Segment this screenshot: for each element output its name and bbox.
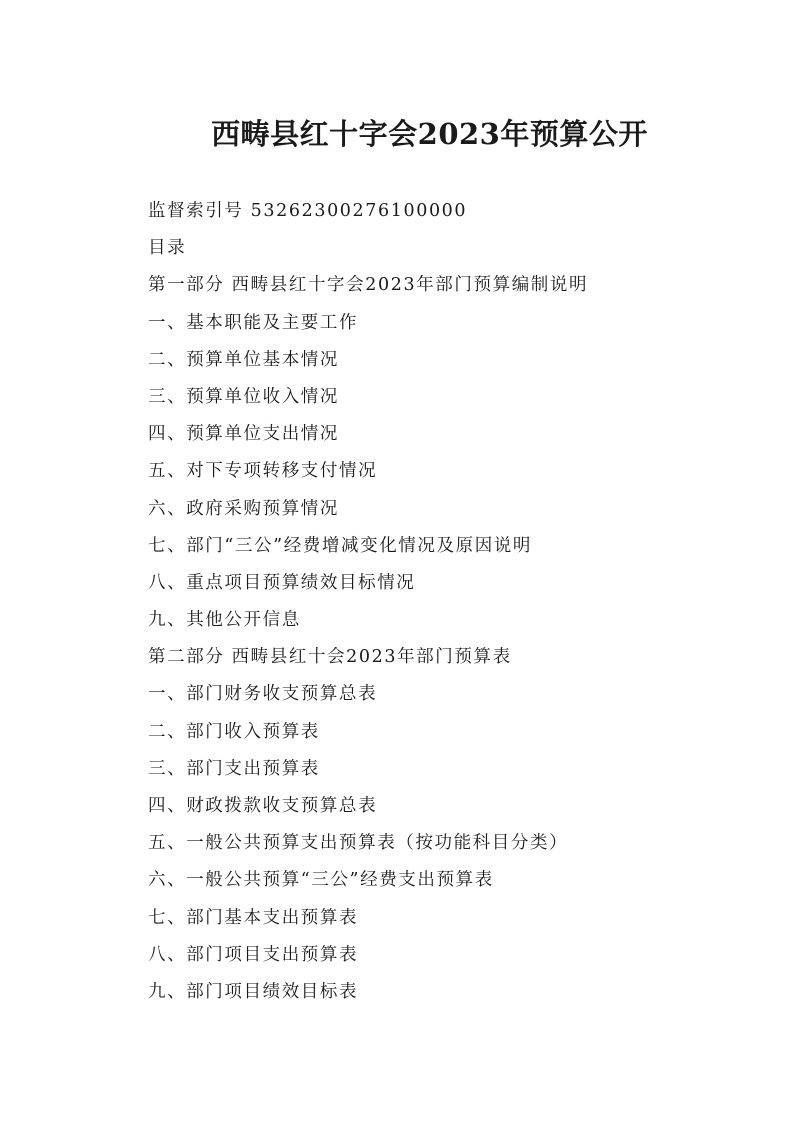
toc-item: 三、部门支出预算表 [148,758,320,779]
toc-item: 九、其他公开信息 [148,610,301,631]
toc-item: 七、部门“三公”经费增减变化情况及原因说明 [148,535,532,556]
toc-item: 二、预算单位基本情况 [148,349,339,370]
toc-item: 四、财政拨款收支预算总表 [148,796,378,816]
toc-item: 二、部门收入预算表 [148,721,320,742]
toc-item: 一、基本职能及主要工作 [148,312,359,333]
toc-item: 五、一般公共预算支出预算表（按功能科目分类） [148,833,569,854]
index-number: 监督索引号 53262300276100000 [148,201,468,221]
table-of-contents [148,193,748,1011]
toc-item: 八、重点项目预算绩效目标情况 [148,572,416,593]
toc-label: 目录 [148,238,187,259]
toc-item: 六、一般公共预算“三公”经费支出预算表 [148,870,494,891]
toc-part-2: 第二部分 西畴县红十会2023年部门预算表 [148,647,512,668]
toc-item: 四、预算单位支出情况 [148,424,339,445]
toc-part-1: 第一部分 西畴县红十字会2023年部门预算编制说明 [148,275,589,296]
toc-item: 八、部门项目支出预算表 [148,944,359,965]
toc-item: 九、部门项目绩效目标表 [148,981,359,1002]
document-title: 西畴县红十字会2023年预算公开 [211,117,648,151]
toc-item: 一、部门财务收支预算总表 [148,684,378,705]
toc-item: 三、预算单位收入情况 [148,386,339,407]
toc-item: 五、对下专项转移支付情况 [148,461,378,482]
toc-item: 七、部门基本支出预算表 [148,907,359,928]
toc-item: 六、政府采购预算情况 [148,498,339,519]
